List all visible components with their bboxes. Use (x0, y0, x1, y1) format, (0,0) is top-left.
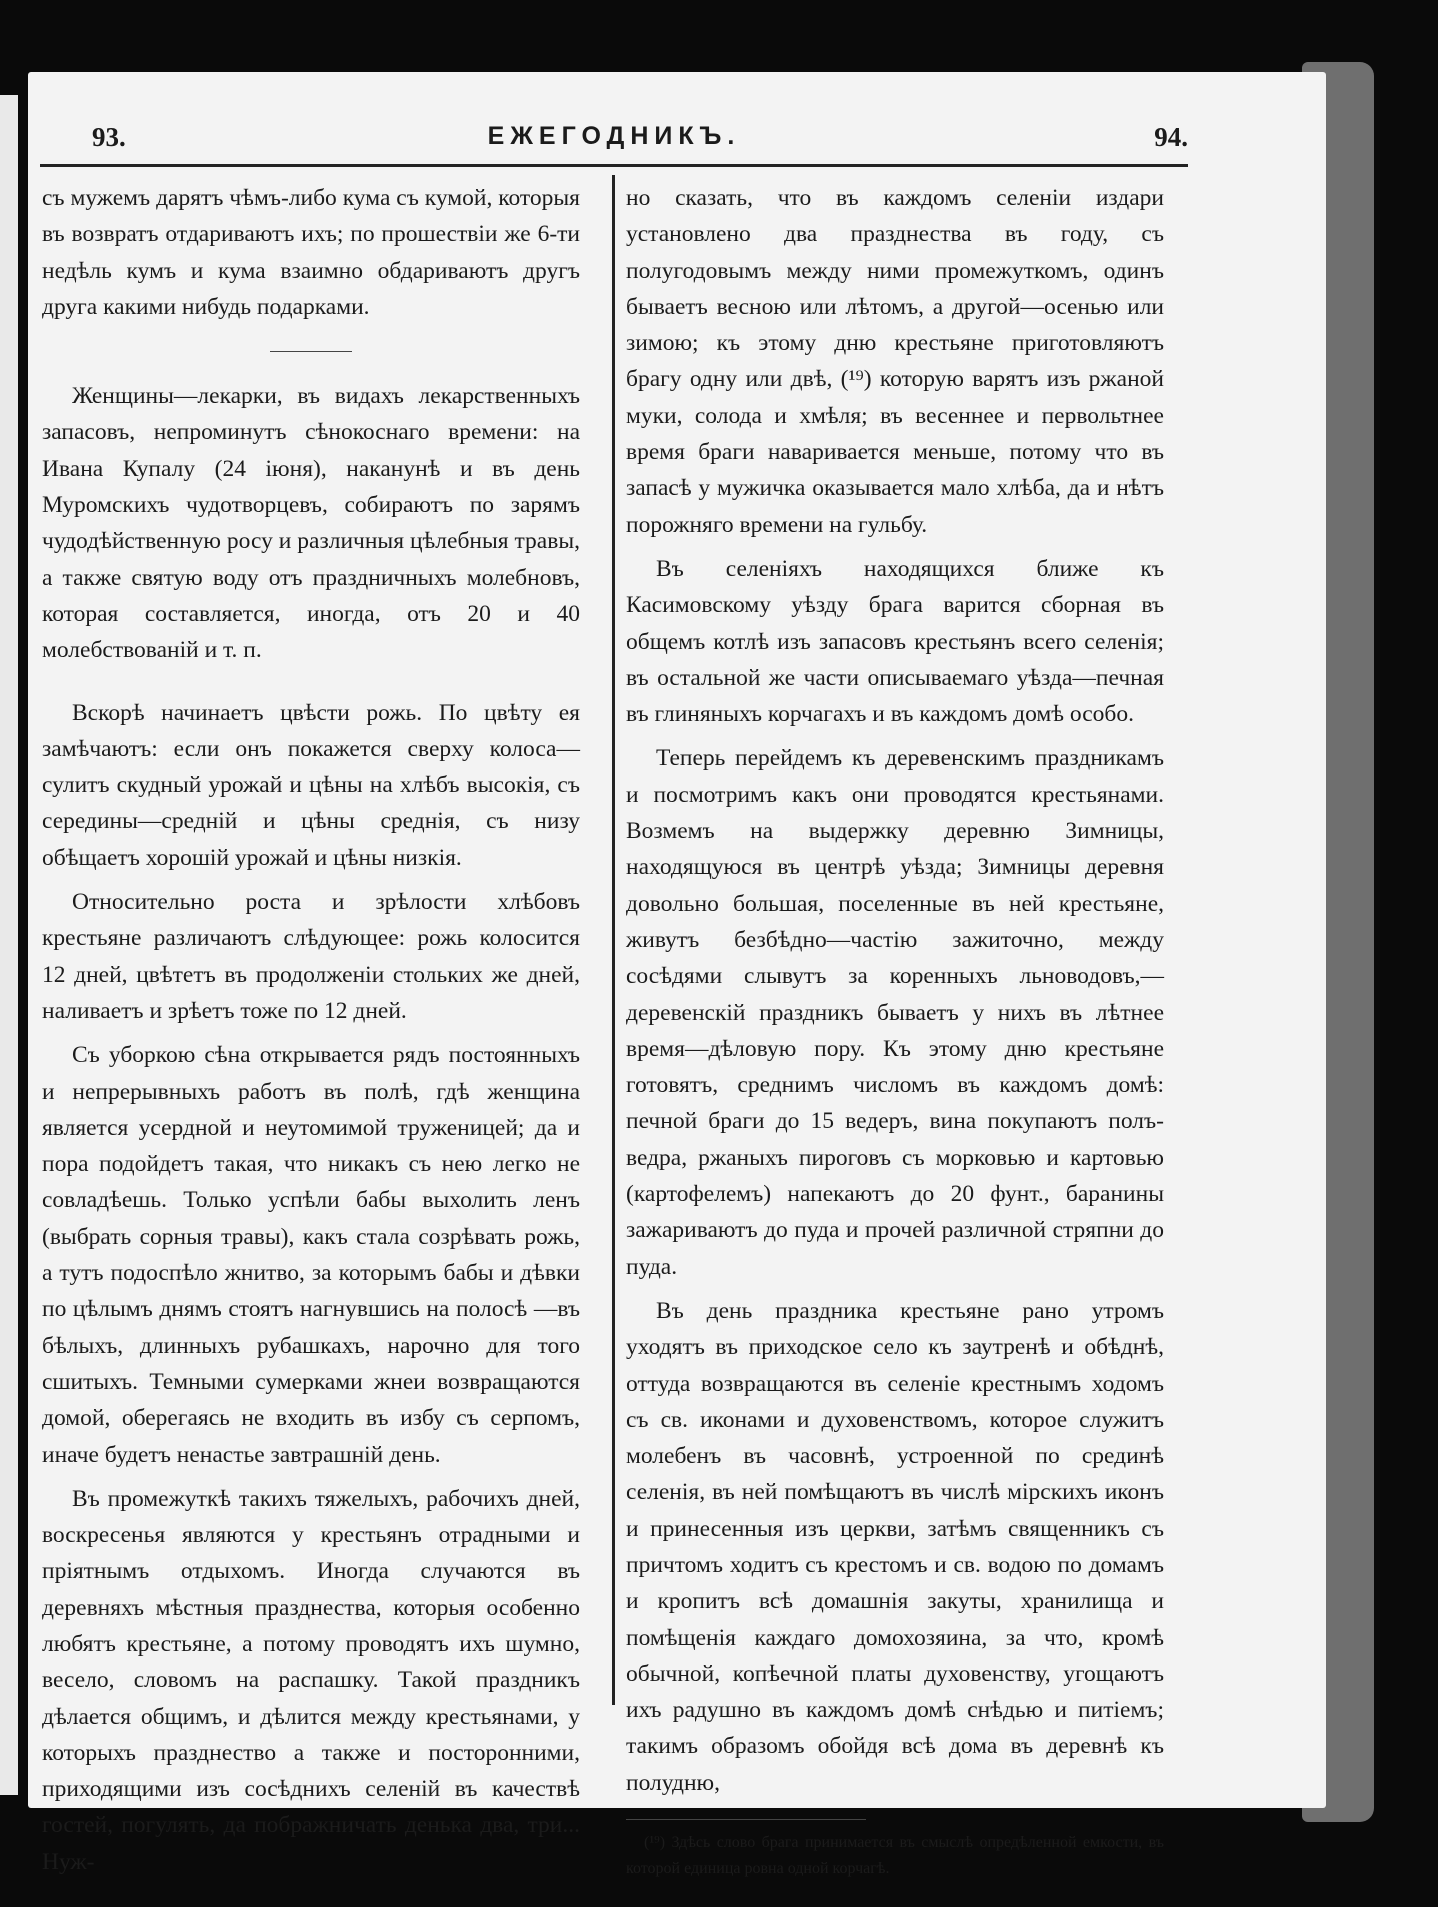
column-divider (612, 175, 615, 1705)
running-header (40, 118, 1188, 164)
paragraph: Теперь перейдемъ къ деревенскимъ праздникамъ и посмотримъ какъ они проводятся крестьянами. Возмемъ на выдержку деревню Зимницы, находящуюся въ центрѣ уѣзда; Зимницы деревня довольно большая, поселенные въ ней крестьяне, живутъ безбѣдно—частію зажиточно, между сосѣдями слывутъ за коренныхъ льноводовъ,—деревенскій праздникъ бываетъ у нихъ въ лѣтнее время—дѣловую пору. Къ этому дню крестьяне готовятъ, среднимъ числомъ въ каждомъ домѣ: печной браги до 15 ведеръ, вина покупаютъ полъ-ведра, ржаныхъ пироговъ съ морковью и картовью (картофелемъ) напекаютъ до 20 фунт., баранины зажариваютъ до пуда и прочей различной стряпни до пуда. (626, 745, 1164, 1280)
footnote-block (626, 1819, 1164, 1882)
paragraph: Относительно роста и зрѣлости хлѣбовъ крестьяне различаютъ слѣдующее: рожь колосится 12 дней, цвѣтетъ въ продолженіи стольких же дней, наливаетъ и зрѣетъ тоже по 12 дней. (42, 889, 580, 1024)
footnote-rule (626, 1819, 866, 1820)
paragraph: но сказать, что въ каждомъ селеніи издари установлено два празднества въ году, съ полугодовымъ между ними промежуткомъ, одинъ бываетъ весною или лѣтомъ, а другой—осенью или зимою; къ этому дню крестьяне приготовляютъ брагу одну или двѣ, (¹⁹) которую варятъ изъ ржаной муки, солода и хмѣля; въ весеннее и первольтнее время браги наваривается меньше, потому что въ запасѣ у мужичка оказывается мало хлѣба, да и нѣтъ порожняго времени на гульбу. (626, 185, 1164, 538)
section-separator (270, 351, 352, 352)
right-column (626, 180, 1164, 1882)
paragraph: Въ день праздника крестьяне рано утромъ уходятъ въ приходское село къ заутренѣ и обѣднѣ, оттуда возвращаются въ селеніе крестнымъ ходомъ съ св. иконами и духовенствомъ, которое служитъ молебенъ въ часовнѣ, устроенной по срединѣ селенія, въ ней помѣщаютъ въ числѣ мірскихъ иконъ и принесенныя изъ церкви, затѣмъ священникъ съ причтомъ ходитъ съ крестомъ и св. водою по домамъ и кропитъ всѣ домашнія закуты, хранилища и помѣщенія каждаго домохозяина, за что, кромѣ обычной, копѣечной платы духовенству, угощаютъ ихъ радушно въ каждомъ домѣ снѣдью и питіемъ; такимъ образомъ обойдя всѣ дома въ деревнѣ къ полудню, (626, 1297, 1164, 1796)
footnote: (¹⁹) Здѣсь слово брага принимается въ смыслѣ опредѣленной емкости, въ которой единица ровна одной корчагѣ. (626, 1834, 1164, 1878)
paragraph: Въ селеніяхъ находящихся ближе къ Касимовскому уѣзду брага варится сборная въ общемъ котлѣ изъ запасовъ крестьянъ всего селенія; въ остальной же части описываемаго уѣзда—печная въ глиняныхъ корчагахъ и въ каждомъ домѣ особо. (626, 555, 1164, 728)
paragraph: съ мужемъ дарятъ чѣмъ-либо кума съ кумой, которыя въ возвратъ отдариваютъ ихъ; по прошествіи же 6-ти недѣль кумъ и кума взаимно обдариваютъ другъ друга какими нибудь подарками. (42, 185, 580, 320)
paragraph: Вскорѣ начинаетъ цвѣсти рожь. По цвѣту ея замѣчаютъ: если онъ покажется сверху колоса—сулитъ скудный урожай и цѣны на хлѣбъ высокія, съ середины—средній и цѣны среднія, съ низу обѣщаетъ хорошій урожай и цѣны низкія. (42, 699, 580, 871)
running-title: ЕЖЕГОДНИКЪ. (487, 122, 741, 150)
right-page-number: 94. (1154, 122, 1188, 152)
left-page-number: 93. (92, 122, 126, 152)
paragraph: Въ промежуткѣ такихъ тяжелыхъ, рабочихъ дней, воскресенья являются у крестьянъ отрадными и пріятнымъ отдыхомъ. Иногда случаются въ деревняхъ мѣстныя празднества, которыя особенно любятъ крестьяне, а потому проводятъ ихъ шумно, весело, словомъ на распашку. Такой праздникъ дѣлается общимъ, и дѣлится между крестьянами, у которыхъ празднество а также и посторонними, приходящими изъ сосѣднихъ селеній въ качествѣ гостей, погулять, да пображничать денька два, три... Нуж- (42, 1485, 580, 1875)
left-column (42, 180, 580, 1880)
paragraph: Женщины—лекарки, въ видахъ лекарственныхъ запасовъ, непроминутъ сѣнокоснаго времени: на Ивана Купалу (24 іюня), наканунѣ и въ день Муромскихъ чудотворцевъ, собираютъ по зарямъ чудодѣйственную росу и различныя цѣлебныя травы, а также святую воду отъ праздничныхъ молебновъ, которая составляется, иногда, отъ 20 и 40 молебствованій и т. п. (42, 383, 580, 664)
facing-page-edge (0, 95, 18, 1795)
header-rule (40, 164, 1188, 167)
paragraph: Съ уборкою сѣна открывается рядъ постоянныхъ и непрерывныхъ работъ въ полѣ, гдѣ женщина является усердной и неутомимой труженицей; да и пора подойдетъ такая, что никакъ съ нею легко не совладѣешь. Только успѣли бабы выхолить ленъ (выбрать сорныя травы), какъ стала созрѣвать рожь, а тутъ подоспѣло жнитво, за которымъ бабы и дѣвки по цѣлымъ днямъ стоятъ нагнувшись на полосѣ —въ бѣлыхъ, длинныхъ рубашкахъ, нарочно для того сшитыхъ. Темными сумерками жнеи возвращаются домой, оберегаясь не входить въ избу съ серпомъ, иначе будетъ ненастье завтрашній день. (42, 1042, 580, 1468)
